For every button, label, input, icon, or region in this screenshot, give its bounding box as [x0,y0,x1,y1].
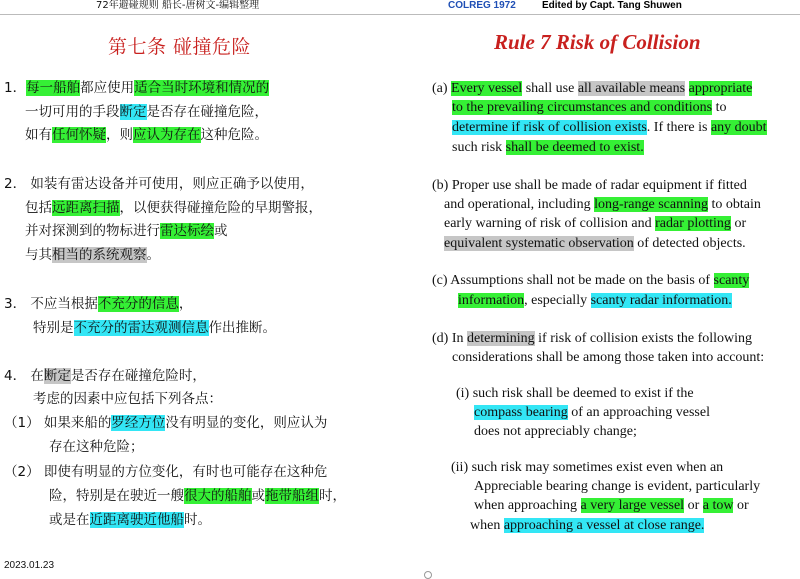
header-center: COLREG 1972 [448,0,516,11]
en-para-c-line-1: (c) Assumptions shall not be made on the basis of scanty [432,273,750,288]
header-left: 72年避碰规则 船长-唐树文-编辑整理 [96,0,260,11]
en-para-a-line-3: determine if risk of collision exists. If there is any doubt [452,120,767,135]
cn-para-3-line-2: 特别是不充分的雷达观测信息作出推断。 [33,320,276,336]
scroll-indicator-icon [424,571,432,579]
en-para-b-line-2: and operational, including long-range scanning to obtain [444,197,761,212]
en-para-c-line-2: information, especially scanty radar information. [458,293,732,308]
english-title: Rule 7 Risk of Collision [494,30,701,54]
en-para-a-line-2: to the prevailing circumstances and conditions to [452,100,727,115]
cn-item-1-line-1: （1） 如果来船的罗经方位没有明显的变化，则应认为 [4,415,328,431]
header-right: Edited by Capt. Tang Shuwen [542,0,682,11]
en-para-a-line-4: such risk shall be deemed to exist. [452,140,644,155]
en-para-b-line-1: (b) Proper use shall be made of radar equipment if fitted [432,178,747,193]
cn-item-2-line-2: 险，特别是在驶近一艘很大的船舶或拖带船组时， [49,488,346,504]
en-para-a-line-1: (a) Every vessel shall use all available means appropriate [432,81,753,96]
en-para-b-line-4: equivalent systematic observation of detected objects. [444,236,746,251]
cn-para-1-line-1: 1．每一船舶都应使用适合当时环境和情况的 [4,80,270,96]
cn-para-2-line-4: 与其相当的系统观察。 [25,247,160,263]
en-item-i-line-2: compass bearing of an approaching vessel [474,405,710,420]
en-item-ii-line-3: when approaching a very large vessel or a tow or [474,498,749,513]
cn-para-1-line-2: 一切可用的手段断定是否存在碰撞危险， [25,104,268,120]
footer-date: 2023.01.23 [4,560,55,571]
en-item-ii-line-4: when approaching a vessel at close range. [470,518,705,533]
cn-item-1-line-2: 存在这种危险； [49,439,144,455]
en-item-i-line-3: does not appreciably change; [474,424,637,439]
cn-para-3-line-1: 3． 不应当根据不充分的信息， [4,296,193,312]
en-para-d-line-1: (d) In determining if risk of collision exists the following [432,331,753,346]
cn-para-2-line-1: 2． 如装有雷达设备并可使用，则应正确予以使用， [4,176,314,192]
en-item-ii-line-1: (ii) such risk may sometimes exist even when an [451,460,724,475]
cn-para-4-line-2: 考虑的因素中应包括下列各点： [33,391,222,407]
en-item-ii-line-2: Appreciable bearing change is evident, particularly [474,479,761,494]
cn-item-2-line-3: 或是在近距离驶近他船时。 [49,512,211,528]
en-item-i-line-1: (i) such risk shall be deemed to exist if the [456,386,694,401]
chinese-title: 第七条 碰撞危险 [108,36,252,58]
cn-item-2-line-1: （2） 即使有明显的方位变化，有时也可能存在这种危 [4,464,328,480]
cn-para-2-line-2: 包括远距离扫描，以便获得碰撞危险的早期警报， [25,200,322,216]
en-para-b-line-3: early warning of risk of collision and radar plotting or [444,216,747,231]
cn-para-4-line-1: 4． 在断定是否存在碰撞危险时， [4,368,206,384]
cn-para-1-line-3: 如有任何怀疑，则应认为存在这种危险。 [25,127,268,143]
page-header [0,0,800,15]
en-para-d-line-2: considerations shall be among those taken into account: [452,350,765,365]
cn-para-2-line-3: 并对探测到的物标进行雷达标绘或 [25,223,228,239]
